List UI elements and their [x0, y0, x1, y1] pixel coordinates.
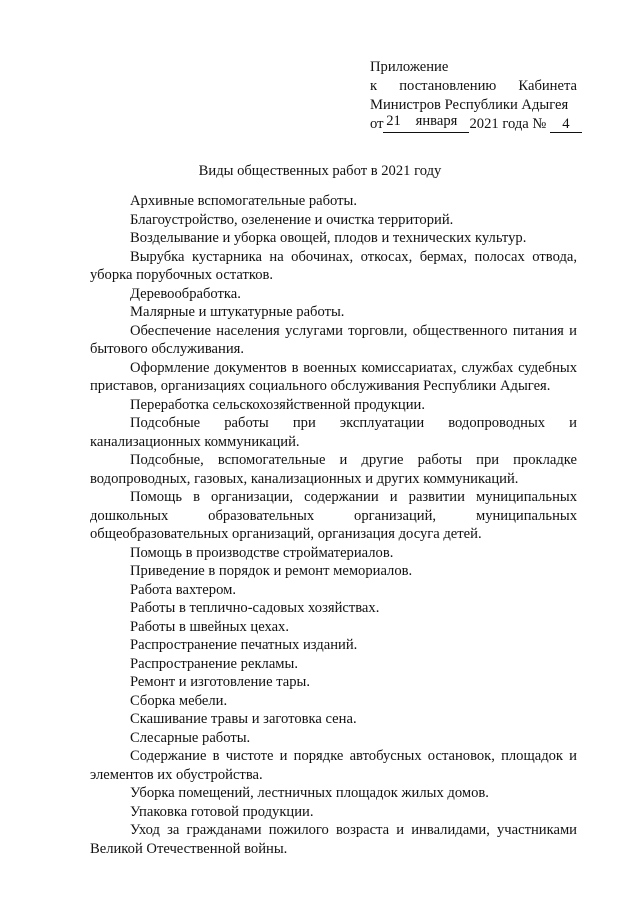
date-month-field — [403, 113, 469, 133]
work-type-item: Скашивание травы и заготовка сена. — [130, 711, 357, 727]
appendix-issuer: Министров Республики Адыгея — [370, 97, 569, 113]
date-month: января — [415, 113, 458, 129]
doc-number-field — [550, 117, 582, 133]
work-type-item: Деревообработка. — [130, 285, 241, 302]
work-type-item: Уборка помещений, лестничных площадок жилых домов. — [130, 785, 489, 801]
work-type-item: Малярные и штукатурные работы. — [130, 304, 345, 320]
work-type-item: Благоустройство, озеленение и очистка территорий. — [130, 211, 454, 228]
date-year-text: 2021 года № — [469, 116, 547, 132]
work-type-item: Упаковка готовой продукции. — [130, 803, 314, 820]
work-type-item: Приведение в порядок и ремонт мемориалов. — [130, 563, 413, 579]
date-prefix: от — [370, 116, 384, 132]
work-type-item: Обеспечение населения услугами торговли, общественного питания и бытового обслуживания. — [90, 322, 577, 357]
work-type-item: Распространение рекламы. — [130, 655, 298, 672]
work-type-item: Оформление документов в военных комиссариатах, службах судебных приставов, организациях социального обслуживания Республики Адыгея. — [90, 359, 577, 394]
date-day: 21 — [386, 113, 401, 129]
work-type-item: Уход за гражданами пожилого возраста и инвалидами, участниками Великой Отечественной войны. — [90, 822, 577, 857]
appendix-label: Приложение — [370, 59, 449, 75]
work-type-item: Работы в теплично-садовых хозяйствах. — [130, 600, 380, 616]
public-works-list — [90, 192, 577, 858]
appendix-preposition: к — [370, 78, 378, 94]
work-type-item: Вырубка кустарника на обочинах, откосах, бермах, полосах отвода, уборка порубочных остатков. — [90, 248, 577, 283]
work-type-item: Слесарные работы. — [130, 729, 251, 746]
work-type-item: Подсобные работы при эксплуатации водопроводных и канализационных коммуникаций. — [90, 415, 577, 450]
work-type-item: Работа вахтером. — [130, 581, 236, 598]
work-type-item: Ремонт и изготовление тары. — [130, 674, 310, 690]
work-type-item: Помощь в производстве стройматериалов. — [130, 544, 394, 561]
doc-number: 4 — [562, 116, 570, 132]
document-title: Виды общественных работ в 2021 году — [198, 163, 442, 179]
work-type-item: Подсобные, вспомогательные и другие работы при прокладке водопроводных, газовых, канализационных и других коммуникаций. — [90, 452, 577, 487]
appendix-resolution-word: постановлению — [399, 78, 497, 94]
date-day-field — [383, 113, 403, 133]
work-type-item: Помощь в организации, содержании и развитии муниципальных дошкольных образовательных организаций, муниципальных общеобразовательных организаций, организация досуга детей. — [90, 489, 577, 542]
work-type-item: Архивные вспомогательные работы. — [130, 193, 357, 209]
appendix-header — [370, 58, 577, 134]
appendix-date-line — [370, 115, 577, 134]
work-type-item: Содержание в чистоте и порядке автобусных остановок, площадок и элементов их обустройства. — [90, 748, 577, 783]
appendix-cabinet-word: Кабинета — [518, 78, 577, 94]
work-type-item: Возделывание и уборка овощей, плодов и технических культур. — [130, 230, 527, 246]
appendix-reference-line — [370, 77, 577, 96]
work-type-item: Переработка сельскохозяйственной продукции. — [130, 396, 426, 413]
work-type-item: Сборка мебели. — [130, 692, 228, 709]
work-type-item: Работы в швейных цехах. — [130, 618, 290, 635]
work-type-item: Распространение печатных изданий. — [130, 637, 358, 653]
